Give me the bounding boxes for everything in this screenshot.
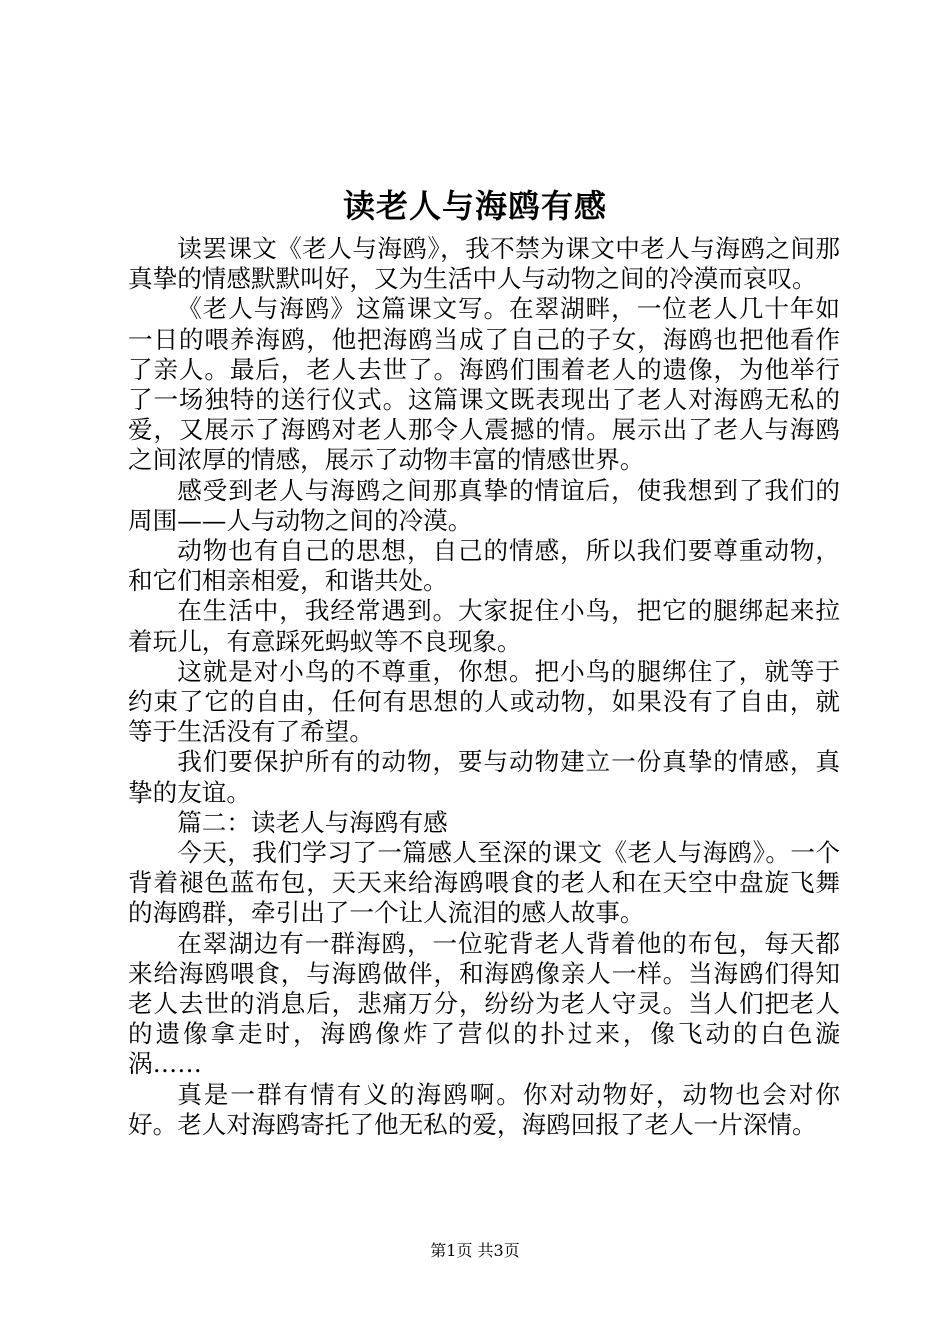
paragraph-11: 真是一群有情有义的海鸥啊。你对动物好，动物也会对你好。老人对海鸥寄托了他无私的爱，海鸥回报了老人一片深情。 (128, 1079, 840, 1139)
section-heading: 篇二：读老人与海鸥有感 (177, 807, 448, 837)
paragraph-9: 今天，我们学习了一篇感人至深的课文《老人与海鸥》。一个背着褪色蓝布包，天天来给海鸥喂食的老人和在天空中盘旋飞舞的海鸥群，牵引出了一个让人流泪的感人故事。 (128, 838, 840, 928)
document-body (128, 234, 840, 1140)
paragraph-2: 《老人与海鸥》这篇课文写。在翠湖畔，一位老人几十年如一日的喂养海鸥，他把海鸥当成了自己的子女，海鸥也把他看作了亲人。最后，老人去世了。海鸥们围着老人的遗像，为他举行了一场独特的送行仪式。这篇课文既表现出了老人对海鸥无私的爱，又展示了海鸥对老人那令人震撼的情。展示出了老人与海鸥之间浓厚的情感，展示了动物丰富的情感世界。 (128, 294, 840, 475)
paragraph-3: 感受到老人与海鸥之间那真挚的情谊后，使我想到了我们的周围——人与动物之间的冷漠。 (128, 475, 840, 535)
paragraph-4: 动物也有自己的思想，自己的情感，所以我们要尊重动物，和它们相亲相爱，和谐共处。 (128, 536, 840, 596)
paragraph-6: 这就是对小鸟的不尊重，你想。把小鸟的腿绑住了，就等于约束了它的自由，任何有思想的人或动物，如果没有了自由，就等于生活没有了希望。 (128, 656, 840, 747)
paragraph-10: 在翠湖边有一群海鸥，一位驼背老人背着他的布包，每天都来给海鸥喂食，与海鸥做伴，和海鸥像亲人一样。当海鸥们得知老人去世的消息后，悲痛万分，纷纷为老人守灵。当人们把老人的遗像拿走时，海鸥像炸了营似的扑过来，像飞动的白色漩涡…… (128, 928, 840, 1079)
document-title: 读老人与海鸥有感 (342, 187, 607, 225)
paragraph-1: 读罢课文《老人与海鸥》，我不禁为课文中老人与海鸥之间那真挚的情感默默叫好，又为生活中人与动物之间的冷漠而哀叹。 (128, 234, 840, 294)
page-footer: 第1页 共3页 (430, 1241, 520, 1260)
paragraph-5: 在生活中，我经常遇到。大家捉住小鸟，把它的腿绑起来拉着玩儿，有意踩死蚂蚁等不良现象。 (128, 596, 840, 656)
paragraph-7: 我们要保护所有的动物，要与动物建立一份真挚的情感，真挚的友谊。 (128, 747, 840, 807)
